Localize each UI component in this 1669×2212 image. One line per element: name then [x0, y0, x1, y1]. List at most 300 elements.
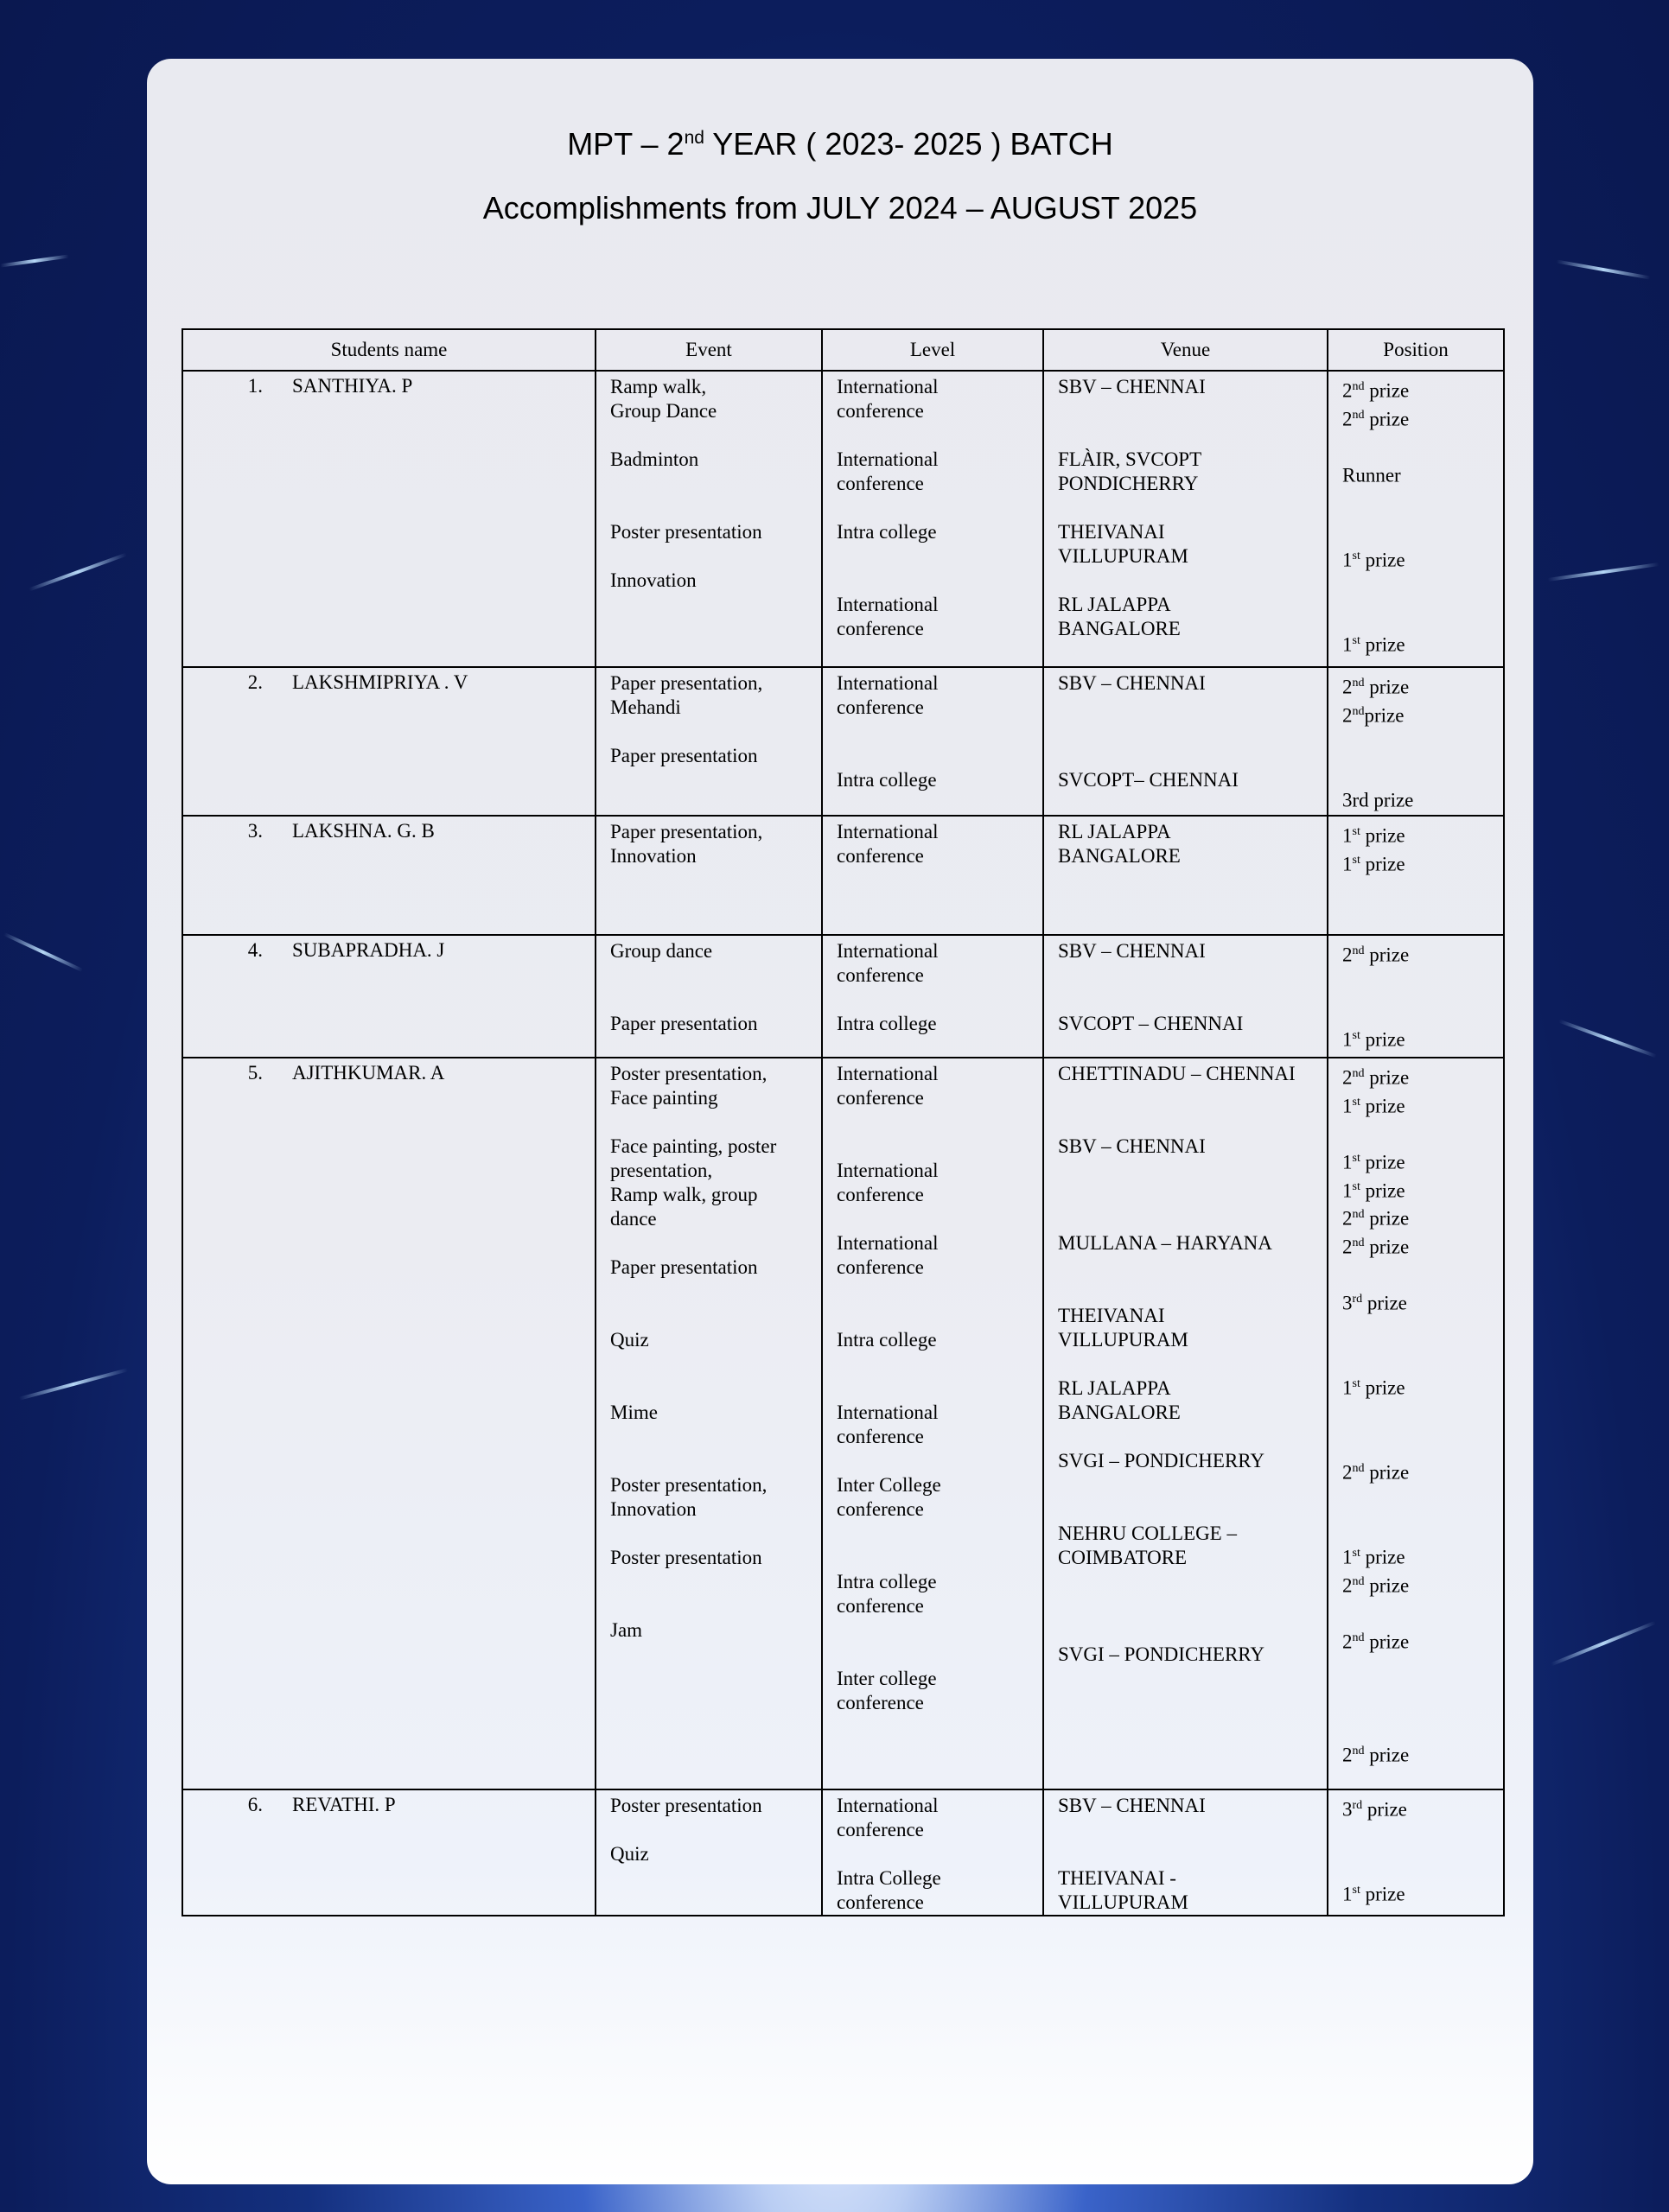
position-label: prize — [1360, 853, 1405, 875]
event-line — [596, 1818, 821, 1842]
position-line — [1328, 1316, 1503, 1344]
venue-line — [1044, 399, 1327, 423]
student-name: SANTHIYA. P — [292, 375, 413, 397]
student-cell — [182, 935, 596, 1058]
level-line: conference — [837, 696, 924, 718]
level-line: conference — [837, 1087, 924, 1109]
level-line — [823, 1449, 1042, 1473]
position-rank: 2 — [1342, 1461, 1353, 1484]
level-line — [823, 1842, 1042, 1866]
level-line: Intra college — [837, 521, 937, 543]
venue-line: BANGALORE — [1058, 845, 1181, 867]
event-line: Innovation — [610, 569, 697, 591]
level-line: International — [837, 1232, 939, 1254]
position-line — [1328, 1062, 1503, 1090]
level-line — [823, 1352, 1042, 1376]
venue-line: BANGALORE — [1058, 618, 1181, 639]
position-ordinal-suffix: nd — [1352, 380, 1365, 393]
level-line: conference — [837, 473, 924, 494]
position-label: prize — [1364, 408, 1410, 430]
batch-title: MPT – 2nd YEAR ( 2023- 2025 ) BATCH — [567, 126, 1113, 162]
level-cell — [822, 1058, 1043, 1789]
level-line: International — [837, 672, 939, 694]
venue-line — [1044, 744, 1327, 768]
level-line: International — [837, 821, 939, 842]
position-label: prize — [1364, 379, 1410, 402]
position-ordinal-suffix: nd — [1352, 1462, 1365, 1476]
student-cell — [182, 1058, 596, 1789]
light-streak — [3, 932, 83, 972]
position-cell — [1328, 1789, 1504, 1916]
event-line: Badminton — [610, 448, 699, 470]
level-line: conference — [837, 845, 924, 867]
event-line: Ramp walk, group — [610, 1184, 758, 1205]
position-rank: Runner — [1342, 464, 1401, 486]
position-line — [1328, 404, 1503, 432]
column-header-venue: Venue — [1043, 329, 1328, 371]
position-rank: 3 — [1342, 1798, 1353, 1821]
event-line: Quiz — [610, 1843, 649, 1865]
venue-line — [1044, 1842, 1327, 1866]
venue-line — [1044, 496, 1327, 520]
level-line — [823, 1135, 1042, 1159]
position-line — [1328, 573, 1503, 601]
position-line — [1328, 488, 1503, 517]
position-line — [1328, 1626, 1503, 1655]
level-line: conference — [837, 1692, 924, 1713]
position-line — [1328, 1598, 1503, 1626]
position-line — [1328, 671, 1503, 700]
event-line — [596, 544, 821, 569]
position-ordinal-suffix: st — [1352, 1179, 1360, 1193]
period-title: Accomplishments from JULY 2024 – AUGUST 2025 — [482, 190, 1198, 226]
student-cell — [182, 371, 596, 667]
event-line — [596, 720, 821, 744]
level-cell — [822, 371, 1043, 667]
position-ordinal-suffix: st — [1352, 1547, 1360, 1560]
event-line: Group dance — [610, 940, 713, 962]
event-line — [596, 1449, 821, 1473]
position-line — [1328, 1401, 1503, 1429]
event-cell — [596, 816, 822, 935]
position-label: prize — [1360, 1376, 1405, 1399]
event-cell — [596, 667, 822, 816]
position-line — [1328, 375, 1503, 404]
venue-line: SVGI – PONDICHERRY — [1058, 1450, 1264, 1471]
venue-line: VILLUPURAM — [1058, 545, 1188, 567]
event-line — [596, 1522, 821, 1546]
venue-line — [1044, 1818, 1327, 1842]
venue-line — [1044, 1207, 1327, 1231]
level-line: International — [837, 940, 939, 962]
event-line: Mehandi — [610, 696, 681, 718]
position-line — [1328, 1850, 1503, 1878]
level-line — [823, 544, 1042, 569]
position-label: prize — [1362, 1292, 1407, 1314]
venue-line: THEIVANAI - — [1058, 1867, 1176, 1889]
position-label: prize — [1364, 1236, 1410, 1258]
event-line — [596, 1425, 821, 1449]
position-line — [1328, 756, 1503, 785]
position-ordinal-suffix: rd — [1352, 1799, 1363, 1812]
venue-line: MULLANA – HARYANA — [1058, 1232, 1272, 1254]
level-cell — [822, 1789, 1043, 1916]
level-line — [823, 496, 1042, 520]
level-line: International — [837, 594, 939, 615]
position-line — [1328, 629, 1503, 658]
level-line — [823, 1522, 1042, 1546]
event-line — [596, 1304, 821, 1328]
position-label: prize — [1364, 676, 1410, 698]
venue-cell — [1043, 935, 1328, 1058]
venue-line: THEIVANAI — [1058, 1305, 1165, 1326]
position-rank: 1 — [1342, 633, 1353, 656]
level-line: Intra college — [837, 769, 937, 791]
light-streak — [1547, 563, 1659, 582]
student-number: 4. — [247, 939, 263, 961]
event-line: Poster presentation — [610, 1547, 762, 1568]
position-label: prize — [1364, 1461, 1410, 1484]
position-rank: 3rd prize — [1342, 789, 1414, 811]
event-line — [596, 472, 821, 496]
level-line: Inter college — [837, 1668, 937, 1689]
level-line: conference — [837, 964, 924, 986]
position-line — [1328, 968, 1503, 996]
position-ordinal-suffix: st — [1352, 853, 1360, 867]
event-line — [596, 1376, 821, 1401]
level-line: conference — [837, 400, 924, 422]
event-line — [596, 1280, 821, 1304]
position-line — [1328, 601, 1503, 629]
student-name: LAKSHNA. G. B — [292, 820, 435, 842]
venue-line: VILLUPURAM — [1058, 1891, 1188, 1913]
venue-cell — [1043, 667, 1328, 816]
venue-line: FLÀIR, SVCOPT — [1058, 448, 1202, 470]
level-line: conference — [837, 1426, 924, 1447]
position-line — [1328, 460, 1503, 488]
venue-line — [1044, 1594, 1327, 1618]
event-line: Poster presentation, — [610, 1474, 768, 1496]
event-cell — [596, 935, 822, 1058]
student-cell — [182, 816, 596, 935]
venue-line — [1044, 423, 1327, 448]
column-header-level: Level — [822, 329, 1043, 371]
level-cell — [822, 667, 1043, 816]
position-line — [1328, 1372, 1503, 1401]
position-rank: 1 — [1342, 1883, 1353, 1905]
position-cell — [1328, 1058, 1504, 1789]
level-line — [823, 988, 1042, 1012]
position-ordinal-suffix: nd — [1352, 1744, 1365, 1758]
position-rank: 2 — [1342, 1574, 1353, 1597]
venue-cell — [1043, 371, 1328, 667]
venue-cell — [1043, 1789, 1328, 1916]
position-line — [1328, 1118, 1503, 1147]
position-line — [1328, 849, 1503, 877]
level-line — [823, 1643, 1042, 1667]
position-ordinal-suffix: nd — [1352, 408, 1365, 422]
venue-line: RL JALAPPA — [1058, 594, 1171, 615]
position-rank: 2 — [1342, 676, 1353, 698]
position-line — [1328, 516, 1503, 544]
event-line: Poster presentation, — [610, 1063, 768, 1084]
level-line — [823, 1207, 1042, 1231]
venue-line: SVCOPT – CHENNAI — [1058, 1013, 1244, 1034]
student-name: REVATHI. P — [292, 1794, 396, 1815]
position-rank: 2 — [1342, 1630, 1353, 1653]
position-label: prize — [1364, 704, 1405, 727]
level-line — [823, 1110, 1042, 1135]
event-line: Paper presentation — [610, 745, 758, 766]
venue-line: BANGALORE — [1058, 1402, 1181, 1423]
position-line — [1328, 820, 1503, 849]
venue-line — [1044, 1280, 1327, 1304]
position-rank: 2 — [1342, 944, 1353, 966]
position-rank: 2 — [1342, 1207, 1353, 1230]
level-line: conference — [837, 1819, 924, 1840]
level-line — [823, 1304, 1042, 1328]
event-line: Innovation — [610, 1498, 697, 1520]
level-line: International — [837, 1160, 939, 1181]
position-ordinal-suffix: nd — [1352, 1631, 1365, 1645]
venue-line — [1044, 1086, 1327, 1110]
event-cell — [596, 371, 822, 667]
position-line — [1328, 995, 1503, 1024]
venue-line — [1044, 1570, 1327, 1594]
position-rank: 1 — [1342, 824, 1353, 847]
venue-line — [1044, 696, 1327, 720]
venue-line: SBV – CHENNAI — [1058, 1795, 1206, 1816]
document-panel — [147, 59, 1533, 2184]
level-line: Intra College — [837, 1867, 941, 1889]
position-line — [1328, 1541, 1503, 1570]
venue-line: RL JALAPPA — [1058, 821, 1171, 842]
position-label: prize — [1362, 1798, 1407, 1821]
event-line: Paper presentation — [610, 1013, 758, 1034]
table-row — [182, 371, 1504, 667]
event-line — [596, 1231, 821, 1255]
event-line: Ramp walk, — [610, 376, 707, 397]
position-label: prize — [1364, 944, 1410, 966]
venue-line — [1044, 1497, 1327, 1522]
venue-line — [1044, 1183, 1327, 1207]
position-line — [1328, 1090, 1503, 1119]
position-line — [1328, 700, 1503, 728]
position-label: prize — [1364, 1744, 1410, 1766]
event-line — [596, 423, 821, 448]
student-number: 6. — [247, 1794, 263, 1815]
position-line — [1328, 1794, 1503, 1822]
venue-line: THEIVANAI — [1058, 521, 1165, 543]
position-ordinal-suffix: st — [1352, 1377, 1360, 1391]
position-rank: 1 — [1342, 1376, 1353, 1399]
venue-line — [1044, 1110, 1327, 1135]
table-row — [182, 667, 1504, 816]
venue-line: SBV – CHENNAI — [1058, 1135, 1206, 1157]
level-line: conference — [837, 1256, 924, 1278]
position-ordinal-suffix: st — [1352, 549, 1360, 563]
venue-cell — [1043, 816, 1328, 935]
position-line — [1328, 1739, 1503, 1768]
position-line — [1328, 1822, 1503, 1851]
position-label: prize — [1364, 1574, 1410, 1597]
student-name: LAKSHMIPRIYA . V — [292, 671, 468, 693]
level-line: International — [837, 376, 939, 397]
event-cell — [596, 1789, 822, 1916]
position-rank: 2 — [1342, 379, 1353, 402]
position-rank: 1 — [1342, 1546, 1353, 1568]
event-line: presentation, — [610, 1160, 713, 1181]
level-line: conference — [837, 1184, 924, 1205]
event-line: Poster presentation — [610, 521, 762, 543]
event-line — [596, 1594, 821, 1618]
position-line — [1328, 1485, 1503, 1514]
event-line: dance — [610, 1208, 657, 1230]
position-cell — [1328, 816, 1504, 935]
position-line — [1328, 1570, 1503, 1599]
level-line: International — [837, 1402, 939, 1423]
light-streak — [0, 254, 69, 267]
light-streak — [1556, 259, 1650, 279]
position-line — [1328, 1682, 1503, 1711]
position-label: prize — [1360, 824, 1405, 847]
table-row — [182, 1058, 1504, 1789]
accomplishments-table — [182, 328, 1505, 1916]
position-rank: 3 — [1342, 1292, 1353, 1314]
position-rank: 2 — [1342, 1236, 1353, 1258]
venue-line: CHETTINADU – CHENNAI — [1058, 1063, 1296, 1084]
event-line — [596, 988, 821, 1012]
event-line: Group Dance — [610, 400, 717, 422]
student-name: SUBAPRADHA. J — [292, 939, 445, 961]
level-line — [823, 1546, 1042, 1570]
level-line — [823, 423, 1042, 448]
position-line — [1328, 728, 1503, 756]
position-cell — [1328, 667, 1504, 816]
column-header-students-name: Students name — [182, 329, 596, 371]
event-line: Jam — [610, 1619, 643, 1641]
venue-line: PONDICHERRY — [1058, 473, 1199, 494]
level-line: Inter College — [837, 1474, 941, 1496]
student-number: 2. — [247, 671, 263, 693]
student-cell — [182, 1789, 596, 1916]
position-label: prize — [1360, 1095, 1405, 1117]
venue-line: SVCOPT– CHENNAI — [1058, 769, 1239, 791]
level-line: conference — [837, 1595, 924, 1617]
position-rank: 1 — [1342, 1095, 1353, 1117]
position-line — [1328, 1711, 1503, 1739]
position-ordinal-suffix: nd — [1352, 944, 1365, 957]
position-rank: 1 — [1342, 549, 1353, 571]
student-number: 3. — [247, 820, 263, 842]
position-line — [1328, 1203, 1503, 1231]
table-row — [182, 816, 1504, 935]
position-line — [1328, 1878, 1503, 1907]
position-cell — [1328, 371, 1504, 667]
level-line — [823, 720, 1042, 744]
event-line: Mime — [610, 1402, 658, 1423]
level-cell — [822, 816, 1043, 935]
table-row — [182, 1789, 1504, 1916]
position-line — [1328, 544, 1503, 573]
position-label: prize — [1360, 1883, 1405, 1905]
position-ordinal-suffix: nd — [1352, 1236, 1365, 1249]
position-ordinal-suffix: st — [1352, 1095, 1360, 1109]
light-streak — [19, 1368, 129, 1401]
position-label: prize — [1360, 633, 1405, 656]
venue-line: SBV – CHENNAI — [1058, 672, 1206, 694]
level-line — [823, 1376, 1042, 1401]
event-line: Paper presentation — [610, 1256, 758, 1278]
student-number: 5. — [247, 1062, 263, 1084]
venue-line — [1044, 1473, 1327, 1497]
student-cell — [182, 667, 596, 816]
event-cell — [596, 1058, 822, 1789]
event-line: Face painting — [610, 1087, 718, 1109]
level-line — [823, 744, 1042, 768]
level-line: International — [837, 1795, 939, 1816]
position-line — [1328, 1175, 1503, 1204]
light-streak — [1551, 1621, 1656, 1666]
venue-line — [1044, 963, 1327, 988]
venue-line: RL JALAPPA — [1058, 1377, 1171, 1399]
position-line — [1328, 1024, 1503, 1052]
position-rank: 1 — [1342, 853, 1353, 875]
table-body — [182, 371, 1504, 1916]
level-line: Intra college — [837, 1013, 937, 1034]
position-line — [1328, 939, 1503, 968]
table-row — [182, 935, 1504, 1058]
level-line: International — [837, 448, 939, 470]
position-line — [1328, 1231, 1503, 1260]
position-ordinal-suffix: nd — [1352, 1208, 1365, 1222]
position-rank: 1 — [1342, 1179, 1353, 1202]
level-line: Intra college — [837, 1571, 937, 1592]
level-line — [823, 1280, 1042, 1304]
level-line: conference — [837, 618, 924, 639]
position-label: prize — [1364, 1207, 1410, 1230]
position-rank: 2 — [1342, 704, 1353, 727]
venue-line — [1044, 720, 1327, 744]
column-header-event: Event — [596, 329, 822, 371]
position-label: prize — [1364, 1066, 1410, 1089]
level-cell — [822, 935, 1043, 1058]
venue-line — [1044, 1255, 1327, 1280]
venue-line: VILLUPURAM — [1058, 1329, 1188, 1351]
student-name: AJITHKUMAR. A — [292, 1062, 445, 1084]
position-line — [1328, 1344, 1503, 1373]
position-ordinal-suffix: st — [1352, 1151, 1360, 1165]
position-ordinal-suffix: nd — [1352, 1067, 1365, 1080]
event-line — [596, 1570, 821, 1594]
position-line — [1328, 1655, 1503, 1683]
venue-line: SVGI – PONDICHERRY — [1058, 1643, 1264, 1665]
level-line — [823, 1618, 1042, 1643]
position-rank: 2 — [1342, 408, 1353, 430]
position-label: prize — [1360, 1546, 1405, 1568]
event-line — [596, 1110, 821, 1135]
position-line — [1328, 1260, 1503, 1288]
venue-line — [1044, 1159, 1327, 1183]
light-streak — [29, 553, 127, 592]
event-line — [596, 1352, 821, 1376]
venue-line: NEHRU COLLEGE – — [1058, 1522, 1237, 1544]
event-line: Innovation — [610, 845, 697, 867]
venue-line — [1044, 569, 1327, 593]
position-ordinal-suffix: nd — [1352, 1574, 1365, 1588]
position-line — [1328, 1429, 1503, 1458]
venue-cell — [1043, 1058, 1328, 1789]
